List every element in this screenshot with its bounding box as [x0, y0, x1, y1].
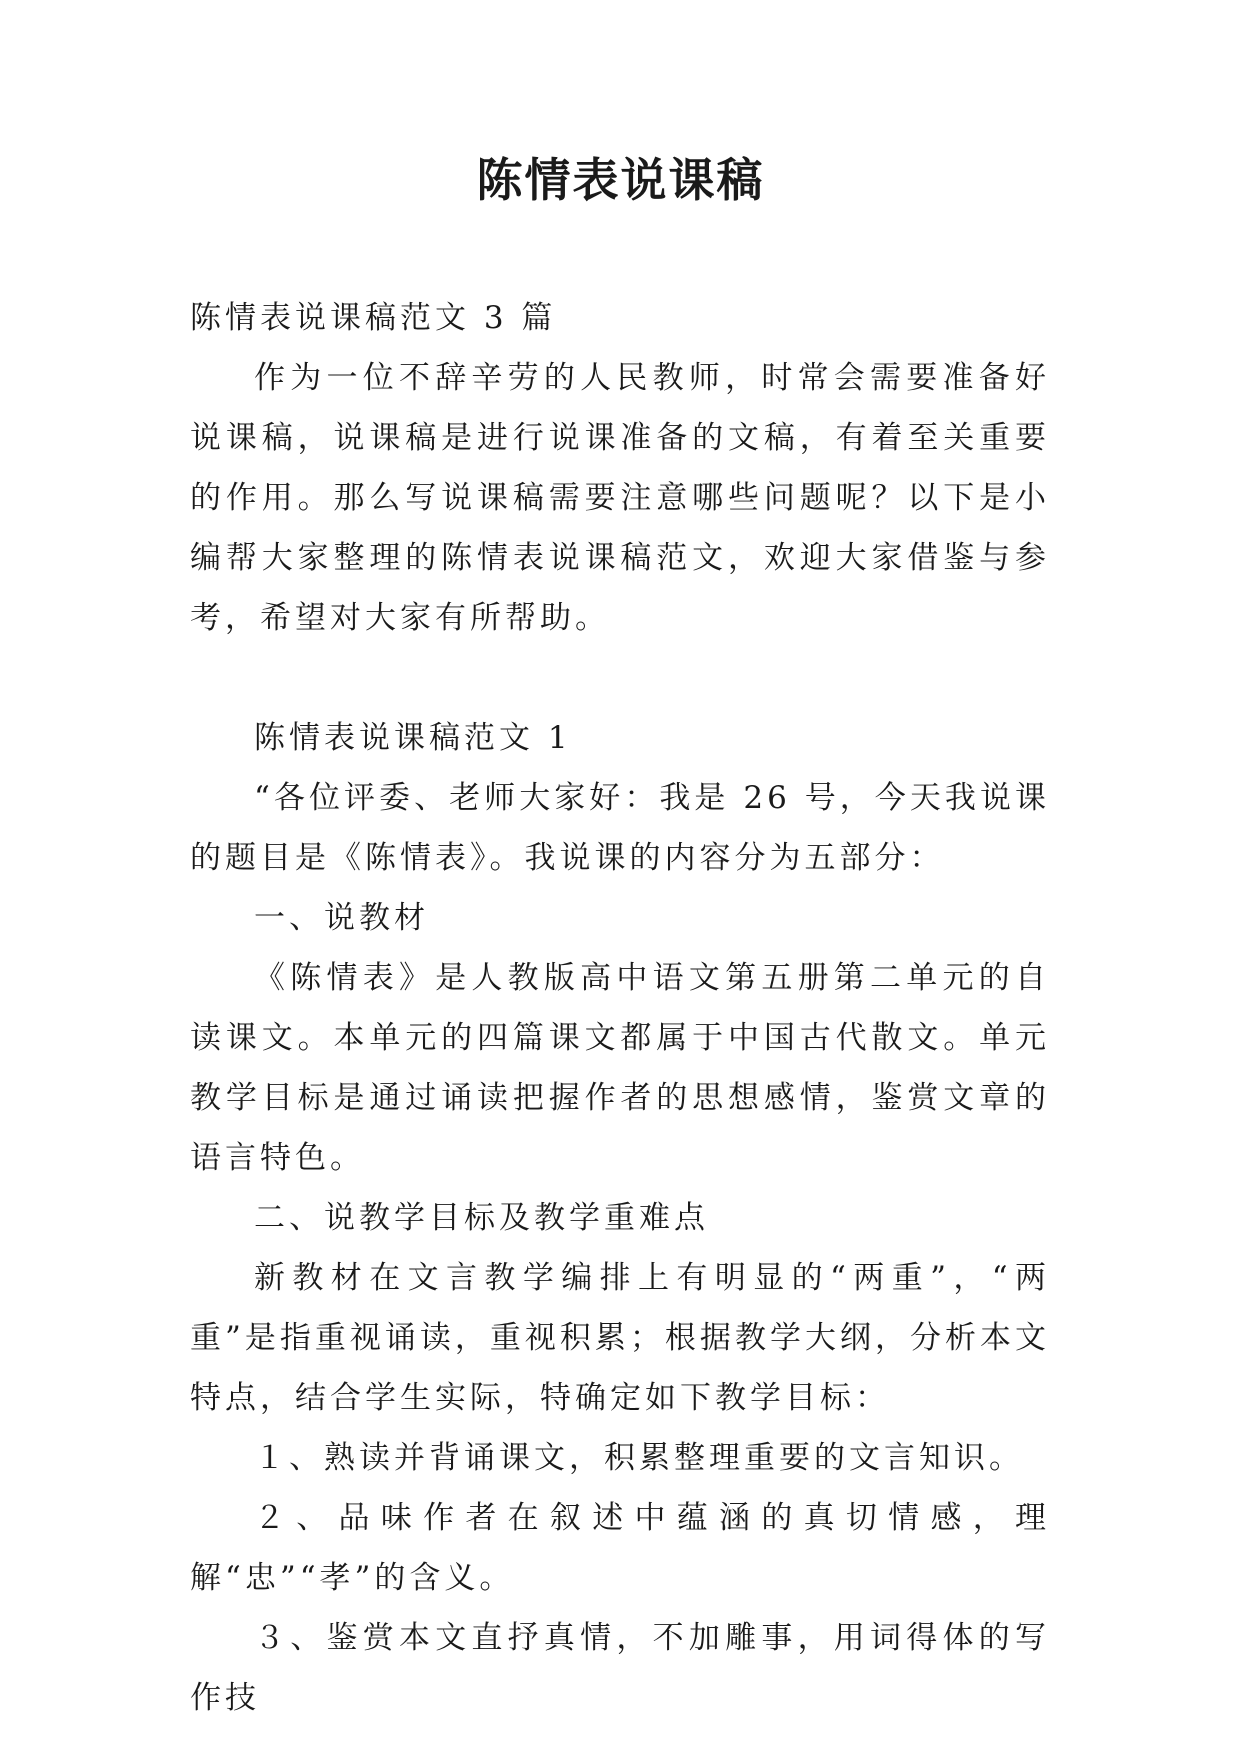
section-heading-goals: 二、说教学目标及教学重难点	[254, 1200, 709, 1236]
paragraph-goals: 新教材在文言教学编排上有明显的“两重”，“两重”是指重视诵读，重视积累；根据教学大纲，分析本文特点，结合学生实际，特确定如下教学目标：	[190, 1260, 1050, 1416]
list-item-goal-1: １、熟读并背诵课文，积累整理重要的文言知识。	[254, 1440, 1024, 1476]
list-item-goal-3: ３、鉴赏本文直抒真情，不加雕事，用词得体的写作技	[190, 1620, 1050, 1716]
document-title: 陈情表说课稿	[476, 153, 765, 207]
document-body	[190, 288, 1050, 1728]
paragraph-textbook: 《陈情表》是人教版高中语文第五册第二单元的自读课文。本单元的四篇课文都属于中国古代散文。单元教学目标是通过诵读把握作者的思想感情，鉴赏文章的语言特色。	[190, 960, 1050, 1176]
paragraph-subtitle: 陈情表说课稿范文 3 篇	[190, 300, 557, 336]
paragraph-greeting: “各位评委、老师大家好：我是 26 号，今天我说课的题目是《陈情表》。我说课的内容分为五部分：	[190, 780, 1050, 876]
section-heading-textbook: 一、说教材	[254, 900, 429, 936]
paragraph-sample-heading: 陈情表说课稿范文 1	[254, 720, 572, 756]
list-item-goal-2: ２、品味作者在叙述中蕴涵的真切情感，理解“忠”“孝”的含义。	[190, 1500, 1050, 1596]
paragraph-intro: 作为一位不辞辛劳的人民教师，时常会需要准备好说课稿，说课稿是进行说课准备的文稿，有着至关重要的作用。那么写说课稿需要注意哪些问题呢？以下是小编帮大家整理的陈情表说课稿范文，欢迎大家借鉴与参考，希望对大家有所帮助。	[190, 360, 1050, 636]
